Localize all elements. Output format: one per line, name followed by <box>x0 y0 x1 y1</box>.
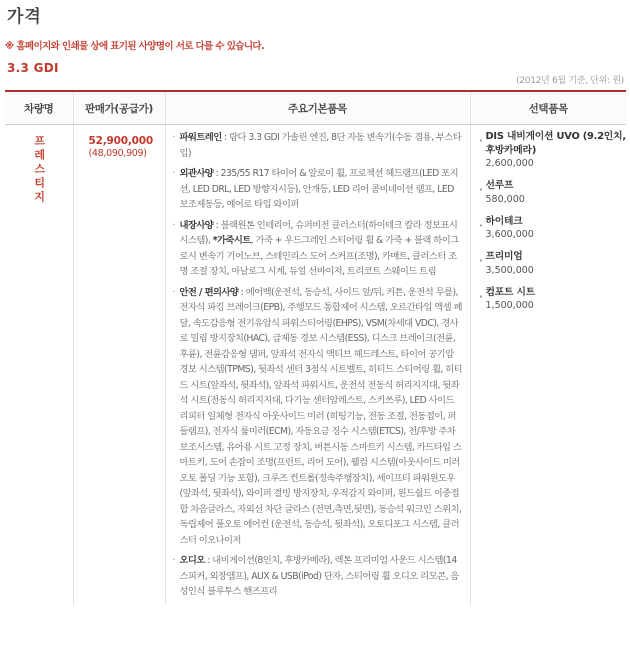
option-name: 선루프 <box>485 180 514 191</box>
feature-text: 에어백(운전석, 동승석, 사이드 앞/뒤, 커튼, 운전석 무릎), 전자식 파킹 브레이크(EPB), 주행모드 통합제어 시스템, 오르간타입 액셀 페달, 속도감응형 전기유압식 파워스티어링(EHPS), VSM(차세대 VDC), 경사로 밀림 방지장치(HAC), 급제동 경보 시스템(ESS), 디스크 브레이크(전륜, 후륜), 전륜감응형 댐퍼, 앞좌석 전자식 액티브 헤드레스트, 타이어 공기압 경보 시스템(TPMS), 뒷좌석 센터 3점식 시트벨트, 히티드 스티어링 휠, 히티드 시트(앞좌석, 뒷좌석), 앞좌석 파워시트, 운전석 전동식 허리지지대, 뒷좌석 시트(전동식 허리지지대, 다기능 센터암레스트, 스키쓰루), LED 사이드 리피터 일체형 전자식 아웃사이드 미러 (히팅기능, 전동 조절, 전동접이, 퍼들램프), 전자식 룸미러(ECM), 자동요금 징수 시스템(ETCS), 전/후방 주차보조시스템, 유아용 시트 고정 장치, 버튼시동 스마트키 시스템, 카드타입 스마트키, 도어 손잡이 조명(프런트, 리어 도어), 웰컴 시스템(아웃사이드 미러 오토 폴딩 기능 포함), 크루즈 컨트롤(정속주행장치), 세이프티 파워윈도우(앞좌석, 뒷좌석), 와이퍼 결빙 방지장치, 우적감지 와이퍼, 윈드쉴드 이중접합 차음글라스, 자외선 차단 글라스 (전면,측면,뒷면), 동승석 워크인 스위치, 독립제어 풀오토 에어컨 (운전석, 동승석, 뒷좌석), 오토디포그 시스템, 클러스터 이오나이저 <box>179 286 463 546</box>
model-heading: 3.3 GDI <box>7 61 59 75</box>
page-title: 가격 <box>7 7 42 27</box>
bullet-icon: · <box>478 131 484 150</box>
option-list <box>471 125 627 313</box>
feature-interior: · 내장사양 : 블랙원톤 인테리어, 슈퍼비전 클러스터(하이테크 칼라 정보표시 시스템), *가죽시트, 가죽 + 우드그레인 스티어링 휠 & 가죽 + 블랙 하이그로시 변속기 기어노브, 스테인리스 도어 스커프(조명), 카매트, 클러스터 조명 조절 장치, 아날로그 시계, 듀얼 선바이저, 트리코트 스웨이드 트림 <box>172 219 459 277</box>
option-price: 3,600,000 <box>485 229 534 240</box>
option-name: 하이테크 <box>485 215 523 227</box>
feature-text: 235/55 R17 타이어 & 알로이 휠, 프로젝션 헤드램프(LED 포지션, LED DRL, LED 방향지시등), 안개등, LED 리어 콤비네이션 램프, LED 보조제동등, 에어로 타입 와이퍼 <box>179 168 458 210</box>
header-trim: 차량명 <box>5 91 73 125</box>
bullet-icon: · <box>172 168 175 179</box>
features-cell <box>165 125 470 605</box>
option-item <box>479 286 627 314</box>
option-price: 2,600,000 <box>485 158 534 169</box>
feature-text: 내비게이션(8인치, 후방카메라), 렉톤 프리미엄 사운드 시스템(14 스피커, 외장앰프), AUX & USB(iPod) 단자, 스티어링 휠 오디오 리모콘, 음성인식 블루투스 핸즈프리 <box>179 555 459 597</box>
bullet-icon: · <box>478 215 484 235</box>
option-name: 프리미엄 <box>485 251 523 262</box>
header-options: 선택품목 <box>470 91 626 125</box>
spec-notice: ※ 홈페이지와 인쇄물 상에 표기된 사양명이 서로 다를 수 있습니다. <box>5 41 265 52</box>
option-item <box>479 130 627 171</box>
feature-category: 외관사양 <box>179 168 214 179</box>
option-price: 1,500,000 <box>485 300 534 311</box>
feature-list <box>166 125 470 600</box>
feature-text: 람다 3.3 GDI 가솔린 엔진, 8단 자동 변속기(수동 겸용, 부스타입) <box>179 132 462 159</box>
price-basis-note: (2012년 6월 기준, 단위: 원) <box>516 76 624 86</box>
table-row <box>5 125 626 605</box>
option-item <box>479 250 627 278</box>
feature-highlight: *가죽시트 <box>212 235 251 246</box>
feature-category: 내장사양 <box>179 219 214 231</box>
price-cell <box>73 125 165 605</box>
supply-price: (48,090,909) <box>88 148 147 159</box>
bullet-icon: · <box>172 555 175 566</box>
feature-category: 오디오 <box>179 555 205 566</box>
bullet-icon: · <box>478 286 484 306</box>
table-header-row <box>5 91 626 125</box>
sale-price: 52,900,000 <box>88 135 153 147</box>
feature-safety: · 안전 / 편의사양 : 에어백(운전석, 동승석, 사이드 앞/뒤, 커튼, 운전석 무릎), 전자식 파킹 브레이크(EPB), 주행모드 통합제어 시스템, 오르간타입 액셀 페달, 속도감응형 전기유압식 파워스티어링(EHPS), VSM(차세대 VDC), 경사로 밀림 방지장치(HAC), 급제동 경보 시스템(ESS), 디스크 브레이크(전륜, 후륜), 전륜감응형 댐퍼, 앞좌석 전자식 액티브 헤드레스트, 타이어 공기압 경보 시스템(TPMS), 뒷좌석 센터 3점식 시트벨트, 히티드 스티어링 휠, 히티드 시트(앞좌석, 뒷좌석), 앞좌석 파워시트, 운전석 전동식 허리지지대, 뒷좌석 시트(전동식 허리지지대, 다기능 센터암레스트, 스키쓰루), LED 사이드 리피터 일체형 전자식 아웃사이드 미러 (히팅기능, 전동 조절, 전동접이, 퍼들램프), 전자식 룸미러(ECM), 자동요금 징수 시스템(ETCS), 전/후방 주차보조시스템, 유아용 시트 고정 장치, 버튼시동 스마트키 시스템, 카드타입 스마트키, 도어 손잡이 조명(프런트, 리어 도어), 웰컴 시스템(아웃사이드 미러 오토 폴딩 기능 포함), 크루즈 컨트롤(정속주행장치), 세이프티 파워윈도우(앞좌석, 뒷좌석), 와이퍼 결빙 방지장치, 우적감지 와이퍼, 윈드쉴드 이중접합 차음글라스, 자외선 차단 글라스 (전면,측면,뒷면), 동승석 워크인 스위치, 독립제어 풀오토 에어컨 (운전석, 동승석, 뒷좌석), 오토디포그 시스템, 클러스터 이오나이저 <box>172 286 463 546</box>
option-price: 580,000 <box>485 193 525 205</box>
price-table <box>5 90 626 605</box>
options-cell <box>470 125 626 605</box>
option-name: DIS 내비게이션 UVO (9.2인치, 후방카메라) <box>485 131 626 156</box>
feature-category: 파워트레인 <box>179 132 222 143</box>
option-item <box>479 215 627 243</box>
option-item <box>479 179 627 207</box>
option-price: 3,500,000 <box>485 264 534 276</box>
trim-name: 프레스티지 <box>32 135 46 205</box>
header-price: 판매가(공급가) <box>73 91 165 125</box>
feature-text-after: , 가죽 + 우드그레인 스티어링 휠 & 가죽 + 블랙 하이그로시 변속기 기어노브, 스테인리스 도어 스커프(조명), 카매트, 클러스터 조명 조절 장치, 아날로그 시계, 듀얼 선바이저, 트리코트 스웨이드 트림 <box>179 235 459 277</box>
bullet-icon: · <box>478 251 484 270</box>
option-name: 컴포트 시트 <box>485 286 536 298</box>
feature-powertrain: · 파워트레인 : 람다 3.3 GDI 가솔린 엔진, 8단 자동 변속기(수동 겸용, 부스타입) <box>172 132 462 159</box>
header-features: 주요기본품목 <box>165 91 470 125</box>
bullet-icon: · <box>172 286 175 298</box>
feature-exterior: · 외관사양 : 235/55 R17 타이어 & 알로이 휠, 프로젝션 헤드램프(LED 포지션, LED DRL, LED 방향지시등), 안개등, LED 리어 콤비네이션 램프, LED 보조제동등, 에어로 타입 와이퍼 <box>172 168 458 210</box>
bullet-icon: · <box>172 132 175 143</box>
bullet-icon: · <box>478 180 484 199</box>
trim-cell <box>5 125 73 605</box>
feature-text: 블랙원톤 인테리어, 슈퍼비전 클러스터(하이테크 칼라 정보표시 시스템), <box>179 219 458 246</box>
bullet-icon: · <box>172 219 175 231</box>
feature-category: 안전 / 편의사양 <box>179 286 239 298</box>
feature-audio: · 오디오 : 내비게이션(8인치, 후방카메라), 렉톤 프리미엄 사운드 시스템(14 스피커, 외장앰프), AUX & USB(iPod) 단자, 스티어링 휠 오디오 리모콘, 음성인식 블루투스 핸즈프리 <box>172 555 459 597</box>
